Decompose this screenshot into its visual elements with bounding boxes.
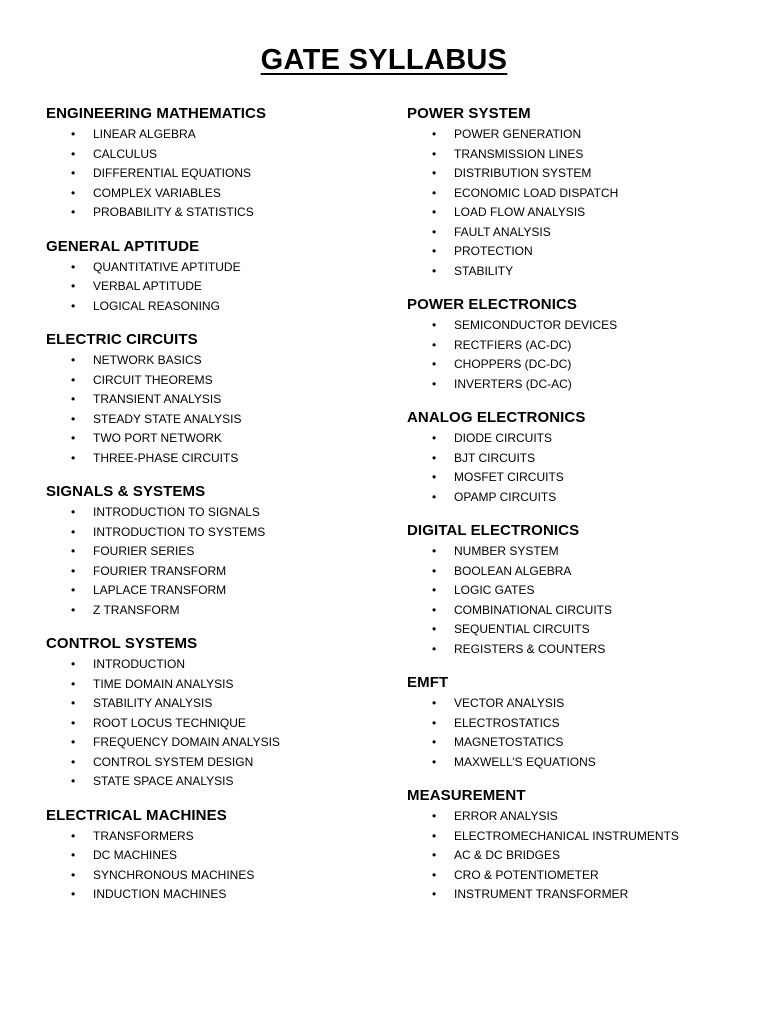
topic-item	[46, 145, 376, 165]
topic-label: COMPLEX VARIABLES	[93, 185, 221, 200]
topic-label: STATE SPACE ANALYSIS	[93, 774, 234, 788]
topic-label: AC & DC BRIDGES	[454, 848, 561, 862]
section-heading: ENGINEERING MATHEMATICS	[46, 105, 267, 122]
topic-label: CIRCUIT THEOREMS	[93, 372, 213, 387]
section-heading: POWER SYSTEM	[407, 105, 531, 122]
topic-item	[46, 351, 376, 371]
topic-list	[407, 542, 737, 659]
bullet-icon: •	[71, 392, 76, 406]
bullet-icon: •	[71, 754, 76, 769]
section-digital-electronics	[407, 520, 737, 659]
topic-item	[407, 468, 737, 488]
bullet-icon: •	[432, 754, 437, 769]
topic-label: REGISTERS & COUNTERS	[454, 641, 606, 656]
section-heading: ANALOG ELECTRONICS	[407, 409, 586, 426]
bullet-icon: •	[71, 166, 76, 180]
section-signals-and-systems	[46, 481, 376, 620]
topic-label: SEQUENTIAL CIRCUITS	[454, 622, 590, 636]
topic-item	[46, 277, 376, 297]
section-heading: EMFT	[407, 674, 449, 691]
bullet-icon: •	[432, 622, 437, 636]
section-emft	[407, 672, 737, 772]
bullet-icon: •	[71, 505, 76, 519]
topic-item	[46, 297, 376, 317]
topic-label: INVERTERS (DC-AC)	[454, 376, 572, 391]
bullet-icon: •	[71, 848, 76, 862]
topic-item	[407, 866, 737, 886]
topic-item	[407, 753, 737, 773]
topic-item	[46, 449, 376, 469]
topic-label: COMBINATIONAL CIRCUITS	[454, 602, 613, 617]
topic-label: SEMICONDUCTOR DEVICES	[454, 318, 618, 332]
topic-item	[46, 258, 376, 278]
topic-item	[46, 581, 376, 601]
topic-label: TRANSIENT ANALYSIS	[93, 392, 222, 406]
bullet-icon: •	[432, 602, 437, 617]
bullet-icon: •	[432, 263, 437, 278]
bullet-icon: •	[71, 450, 76, 465]
bullet-icon: •	[432, 887, 437, 901]
topic-label: DC MACHINES	[93, 848, 178, 862]
bullet-icon: •	[71, 715, 76, 730]
topic-label: PROTECTION	[454, 244, 533, 258]
bullet-icon: •	[71, 127, 76, 141]
section-power-system	[407, 103, 737, 281]
bullet-icon: •	[432, 696, 437, 710]
section-engineering-mathematics	[46, 103, 376, 223]
topic-label: INSTRUMENT TRANSFORMER	[454, 887, 629, 901]
topic-item	[407, 184, 737, 204]
topic-item	[407, 562, 737, 582]
bullet-icon: •	[432, 450, 437, 465]
topic-label: TIME DOMAIN ANALYSIS	[93, 676, 234, 691]
bullet-icon: •	[432, 544, 437, 558]
section-general-aptitude	[46, 236, 376, 317]
topic-list	[407, 694, 737, 772]
topic-item	[46, 772, 376, 792]
topic-label: QUANTITATIVE APTITUDE	[93, 259, 241, 274]
bullet-icon: •	[432, 224, 437, 239]
topic-item	[407, 429, 737, 449]
page-title-text: GATE SYLLABUS	[260, 44, 508, 76]
topic-label: LOAD FLOW ANALYSIS	[454, 205, 586, 219]
bullet-icon: •	[432, 357, 437, 371]
topic-item	[407, 620, 737, 640]
topic-label: BOOLEAN ALGEBRA	[454, 563, 572, 578]
topic-list	[46, 351, 376, 468]
topic-list	[407, 807, 737, 905]
topic-list	[46, 125, 376, 223]
topic-item	[46, 542, 376, 562]
bullet-icon: •	[71, 372, 76, 387]
topic-label: THREE-PHASE CIRCUITS	[93, 450, 239, 465]
topic-label: CHOPPERS (DC-DC)	[454, 357, 572, 371]
topic-item	[46, 714, 376, 734]
topic-list	[46, 655, 376, 792]
topic-label: BJT CIRCUITS	[454, 450, 536, 465]
section-heading: CONTROL SYSTEMS	[46, 635, 198, 652]
topic-label: INDUCTION MACHINES	[93, 887, 227, 901]
topic-item	[407, 714, 737, 734]
topic-label: VERBAL APTITUDE	[93, 279, 202, 293]
bullet-icon: •	[432, 867, 437, 882]
topic-label: FREQUENCY DOMAIN ANALYSIS	[93, 735, 280, 749]
section-analog-electronics	[407, 407, 737, 507]
bullet-icon: •	[432, 848, 437, 862]
topic-item	[46, 827, 376, 847]
topic-item	[46, 184, 376, 204]
bullet-icon: •	[432, 828, 437, 843]
topic-item	[407, 203, 737, 223]
bullet-icon: •	[71, 431, 76, 445]
bullet-icon: •	[432, 809, 437, 823]
topic-label: STEADY STATE ANALYSIS	[93, 411, 242, 426]
topic-label: Z TRANSFORM	[93, 602, 180, 617]
topic-list	[46, 503, 376, 620]
topic-item	[46, 694, 376, 714]
bullet-icon: •	[71, 657, 76, 671]
topic-label: TRANSMISSION LINES	[454, 146, 584, 161]
bullet-icon: •	[71, 259, 76, 274]
section-power-electronics	[407, 294, 737, 394]
topic-item	[407, 601, 737, 621]
topic-label: FAULT ANALYSIS	[454, 224, 551, 239]
bullet-icon: •	[432, 431, 437, 445]
bullet-icon: •	[71, 411, 76, 426]
topic-label: FOURIER SERIES	[93, 544, 195, 558]
topic-label: STABILITY	[454, 263, 514, 278]
topic-label: POWER GENERATION	[454, 127, 582, 141]
topic-label: SYNCHRONOUS MACHINES	[93, 867, 255, 882]
bullet-icon: •	[71, 676, 76, 691]
topic-list	[407, 316, 737, 394]
bullet-icon: •	[432, 318, 437, 332]
topic-label: FOURIER TRANSFORM	[93, 563, 227, 578]
topic-item	[46, 675, 376, 695]
bullet-icon: •	[71, 867, 76, 882]
topic-item	[46, 866, 376, 886]
topic-list	[46, 258, 376, 317]
topic-item	[407, 125, 737, 145]
bullet-icon: •	[432, 715, 437, 730]
topic-label: ERROR ANALYSIS	[454, 809, 558, 823]
topic-item	[407, 223, 737, 243]
topic-label: STABILITY ANALYSIS	[93, 696, 213, 710]
section-heading: ELECTRIC CIRCUITS	[46, 331, 198, 348]
section-electric-circuits	[46, 329, 376, 468]
topic-label: NUMBER SYSTEM	[454, 544, 559, 558]
bullet-icon: •	[432, 563, 437, 578]
topic-label: ROOT LOCUS TECHNIQUE	[93, 715, 246, 730]
topic-item	[46, 503, 376, 523]
section-heading: ELECTRICAL MACHINES	[46, 806, 227, 824]
topic-item	[407, 449, 737, 469]
topic-item	[46, 429, 376, 449]
bullet-icon: •	[71, 298, 76, 313]
topic-item	[46, 390, 376, 410]
topic-item	[407, 355, 737, 375]
topic-label: OPAMP CIRCUITS	[454, 489, 557, 504]
bullet-icon: •	[432, 376, 437, 391]
topic-item	[407, 316, 737, 336]
bullet-icon: •	[432, 337, 437, 352]
bullet-icon: •	[432, 641, 437, 656]
topic-item	[46, 753, 376, 773]
page-title	[0, 44, 768, 77]
topic-label: PROBABILITY & STATISTICS	[93, 205, 254, 219]
topic-label: INTRODUCTION	[93, 657, 185, 671]
topic-item	[46, 655, 376, 675]
topic-item	[407, 640, 737, 660]
topic-item	[407, 542, 737, 562]
bullet-icon: •	[71, 887, 76, 901]
section-heading: GENERAL APTITUDE	[46, 237, 200, 255]
topic-label: INTRODUCTION TO SYSTEMS	[93, 524, 266, 539]
topic-list	[407, 429, 737, 507]
topic-label: MAXWELL’S EQUATIONS	[454, 754, 596, 769]
topic-label: ELECTROSTATICS	[454, 715, 560, 730]
topic-item	[46, 733, 376, 753]
topic-item	[407, 581, 737, 601]
bullet-icon: •	[71, 563, 76, 578]
topic-item	[46, 523, 376, 543]
section-heading: DIGITAL ELECTRONICS	[407, 522, 580, 539]
section-control-systems	[46, 633, 376, 792]
bullet-icon: •	[71, 353, 76, 367]
section-heading: POWER ELECTRONICS	[407, 296, 578, 313]
topic-label: DIFFERENTIAL EQUATIONS	[93, 166, 252, 180]
section-heading: SIGNALS & SYSTEMS	[46, 483, 206, 500]
topic-item	[407, 262, 737, 282]
topic-item	[407, 846, 737, 866]
bullet-icon: •	[71, 828, 76, 843]
topic-label: VECTOR ANALYSIS	[454, 696, 565, 710]
bullet-icon: •	[71, 583, 76, 597]
topic-label: MAGNETOSTATICS	[454, 735, 564, 749]
bullet-icon: •	[71, 774, 76, 788]
right-column	[407, 103, 737, 918]
topic-item	[46, 885, 376, 905]
topic-label: TWO PORT NETWORK	[93, 431, 222, 445]
topic-label: ELECTROMECHANICAL INSTRUMENTS	[454, 828, 679, 843]
topic-item	[407, 375, 737, 395]
topic-label: NETWORK BASICS	[93, 353, 202, 367]
topic-item	[46, 562, 376, 582]
bullet-icon: •	[432, 470, 437, 484]
bullet-icon: •	[71, 735, 76, 749]
topic-item	[46, 846, 376, 866]
bullet-icon: •	[71, 185, 76, 200]
topic-item	[407, 488, 737, 508]
topic-item	[407, 242, 737, 262]
topic-item	[46, 125, 376, 145]
bullet-icon: •	[432, 489, 437, 504]
bullet-icon: •	[432, 127, 437, 141]
topic-label: LAPLACE TRANSFORM	[93, 583, 227, 597]
topic-list	[407, 125, 737, 281]
bullet-icon: •	[432, 244, 437, 258]
bullet-icon: •	[432, 205, 437, 219]
bullet-icon: •	[432, 185, 437, 200]
bullet-icon: •	[71, 146, 76, 161]
topic-label: LINEAR ALGEBRA	[93, 127, 196, 141]
topic-label: LOGICAL REASONING	[93, 298, 220, 313]
topic-label: DISTRIBUTION SYSTEM	[454, 166, 592, 180]
topic-item	[407, 827, 737, 847]
topic-label: INTRODUCTION TO SIGNALS	[93, 505, 260, 519]
topic-item	[46, 371, 376, 391]
topic-item	[46, 203, 376, 223]
bullet-icon: •	[71, 279, 76, 293]
left-column	[46, 103, 376, 918]
topic-item	[407, 807, 737, 827]
topic-label: CRO & POTENTIOMETER	[454, 867, 599, 882]
bullet-icon: •	[432, 146, 437, 161]
topic-item	[46, 410, 376, 430]
topic-item	[407, 885, 737, 905]
bullet-icon: •	[432, 166, 437, 180]
topic-label: TRANSFORMERS	[93, 828, 194, 843]
bullet-icon: •	[71, 602, 76, 617]
topic-item	[46, 164, 376, 184]
topic-list	[46, 827, 376, 905]
bullet-icon: •	[432, 583, 437, 597]
topic-item	[407, 164, 737, 184]
topic-item	[407, 733, 737, 753]
topic-label: MOSFET CIRCUITS	[454, 470, 564, 484]
topic-label: LOGIC GATES	[454, 583, 535, 597]
topic-item	[407, 694, 737, 714]
bullet-icon: •	[71, 524, 76, 539]
topic-label: CALCULUS	[93, 146, 158, 161]
topic-item	[407, 145, 737, 165]
bullet-icon: •	[71, 696, 76, 710]
bullet-icon: •	[432, 735, 437, 749]
topic-item	[46, 601, 376, 621]
section-measurement	[407, 785, 737, 905]
topic-label: DIODE CIRCUITS	[454, 431, 553, 445]
topic-label: ECONOMIC LOAD DISPATCH	[454, 185, 619, 200]
topic-label: RECTFIERS (AC-DC)	[454, 337, 572, 352]
topic-label: CONTROL SYSTEM DESIGN	[93, 754, 254, 769]
bullet-icon: •	[71, 544, 76, 558]
topic-item	[407, 336, 737, 356]
section-electrical-machines	[46, 805, 376, 905]
bullet-icon: •	[71, 205, 76, 219]
section-heading: MEASUREMENT	[407, 787, 526, 804]
